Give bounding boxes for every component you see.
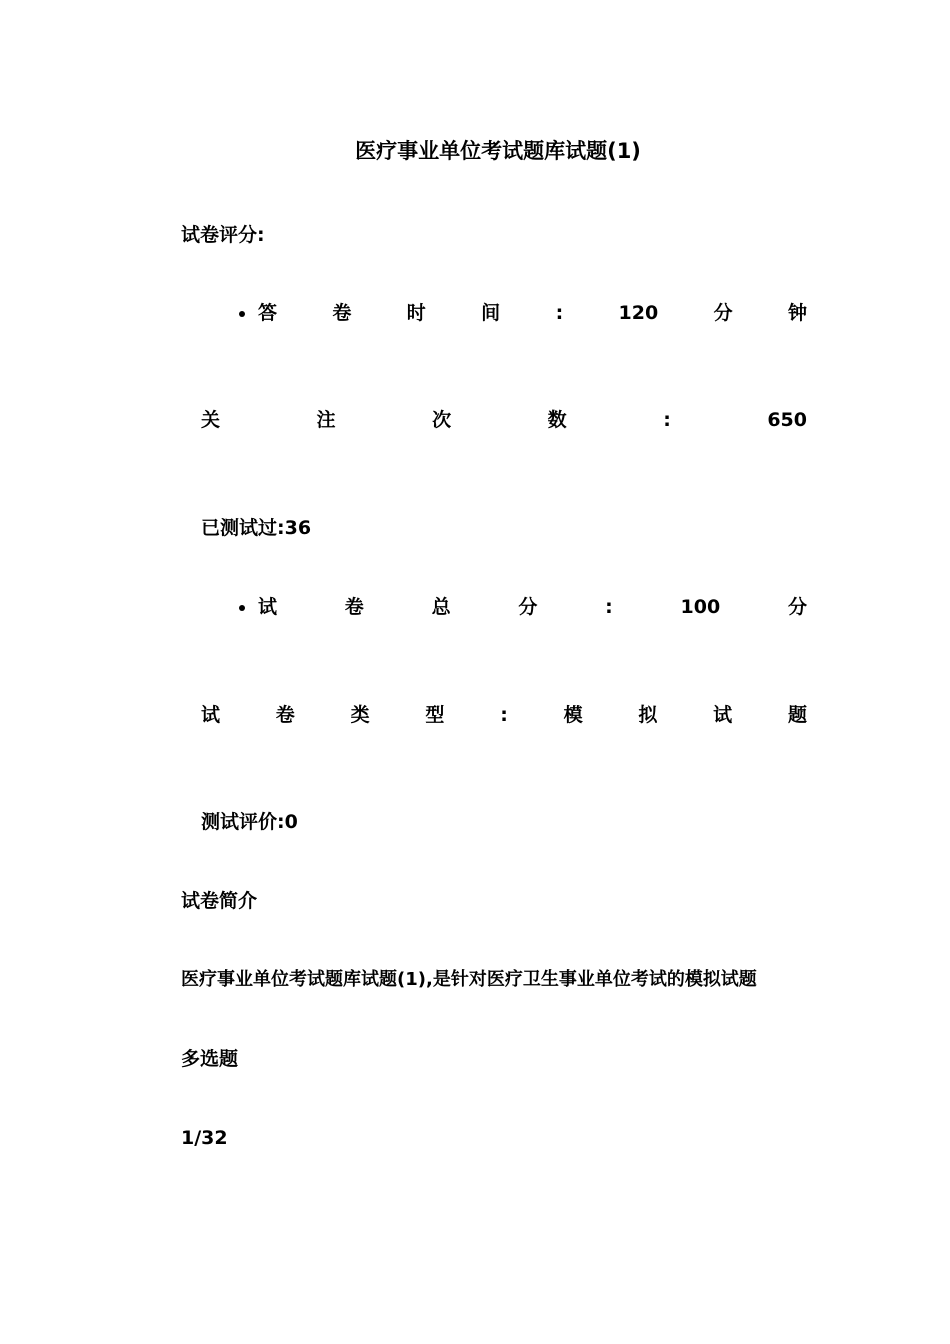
paper-type-char: 类	[350, 704, 370, 726]
intro-text: 医疗事业单位考试题库试题(1),是针对医疗卫生事业单位考试的模拟试题	[181, 969, 757, 990]
total-score-char: 分	[518, 596, 538, 618]
answer-time-char: 卷	[332, 302, 352, 324]
paper-type-char: 卷	[275, 704, 295, 726]
follow-count-char: 次	[432, 409, 452, 431]
total-score-colon: :	[605, 596, 613, 618]
bullet-icon	[239, 605, 245, 611]
follow-count-value: 650	[767, 409, 807, 431]
answer-time-char: 时	[406, 302, 426, 324]
section-heading: 多选题	[181, 1048, 239, 1070]
total-score-value: 100	[680, 596, 721, 618]
intro-heading: 试卷简介	[181, 890, 258, 912]
tested-count: 已测试过:36	[201, 517, 312, 539]
follow-count-colon: :	[663, 409, 671, 431]
follow-count-char: 数	[547, 409, 567, 431]
page-title: 医疗事业单位考试题库试题(1)	[355, 139, 641, 163]
paper-type-char: 试	[713, 704, 733, 726]
score-label: 试卷评分:	[181, 224, 265, 246]
follow-count-char: 注	[316, 409, 336, 431]
answer-time-char: 间	[481, 302, 501, 324]
answer-time-char: 答	[258, 302, 278, 324]
question-number: 1/32	[181, 1127, 228, 1149]
answer-time-value: 120	[618, 302, 659, 324]
paper-type-char: 拟	[638, 704, 658, 726]
evaluation: 测试评价:0	[201, 811, 298, 833]
answer-time-char: 分	[713, 302, 733, 324]
total-score-row	[258, 595, 807, 619]
paper-type-row	[201, 703, 807, 727]
paper-type-char: 题	[787, 704, 807, 726]
paper-type-char: 型	[425, 704, 445, 726]
total-score-char: 分	[787, 596, 807, 618]
paper-type-char: 模	[563, 704, 583, 726]
answer-time-char: 钟	[787, 302, 807, 324]
follow-count-char: 关	[201, 409, 221, 431]
total-score-char: 总	[431, 596, 451, 618]
bullet-icon	[239, 311, 245, 317]
total-score-char: 试	[258, 596, 278, 618]
answer-time-colon: :	[555, 302, 564, 324]
answer-time-row	[258, 301, 807, 325]
follow-count-row	[201, 408, 807, 432]
paper-type-char: 试	[201, 704, 221, 726]
paper-type-colon: :	[500, 704, 508, 726]
total-score-char: 卷	[344, 596, 364, 618]
